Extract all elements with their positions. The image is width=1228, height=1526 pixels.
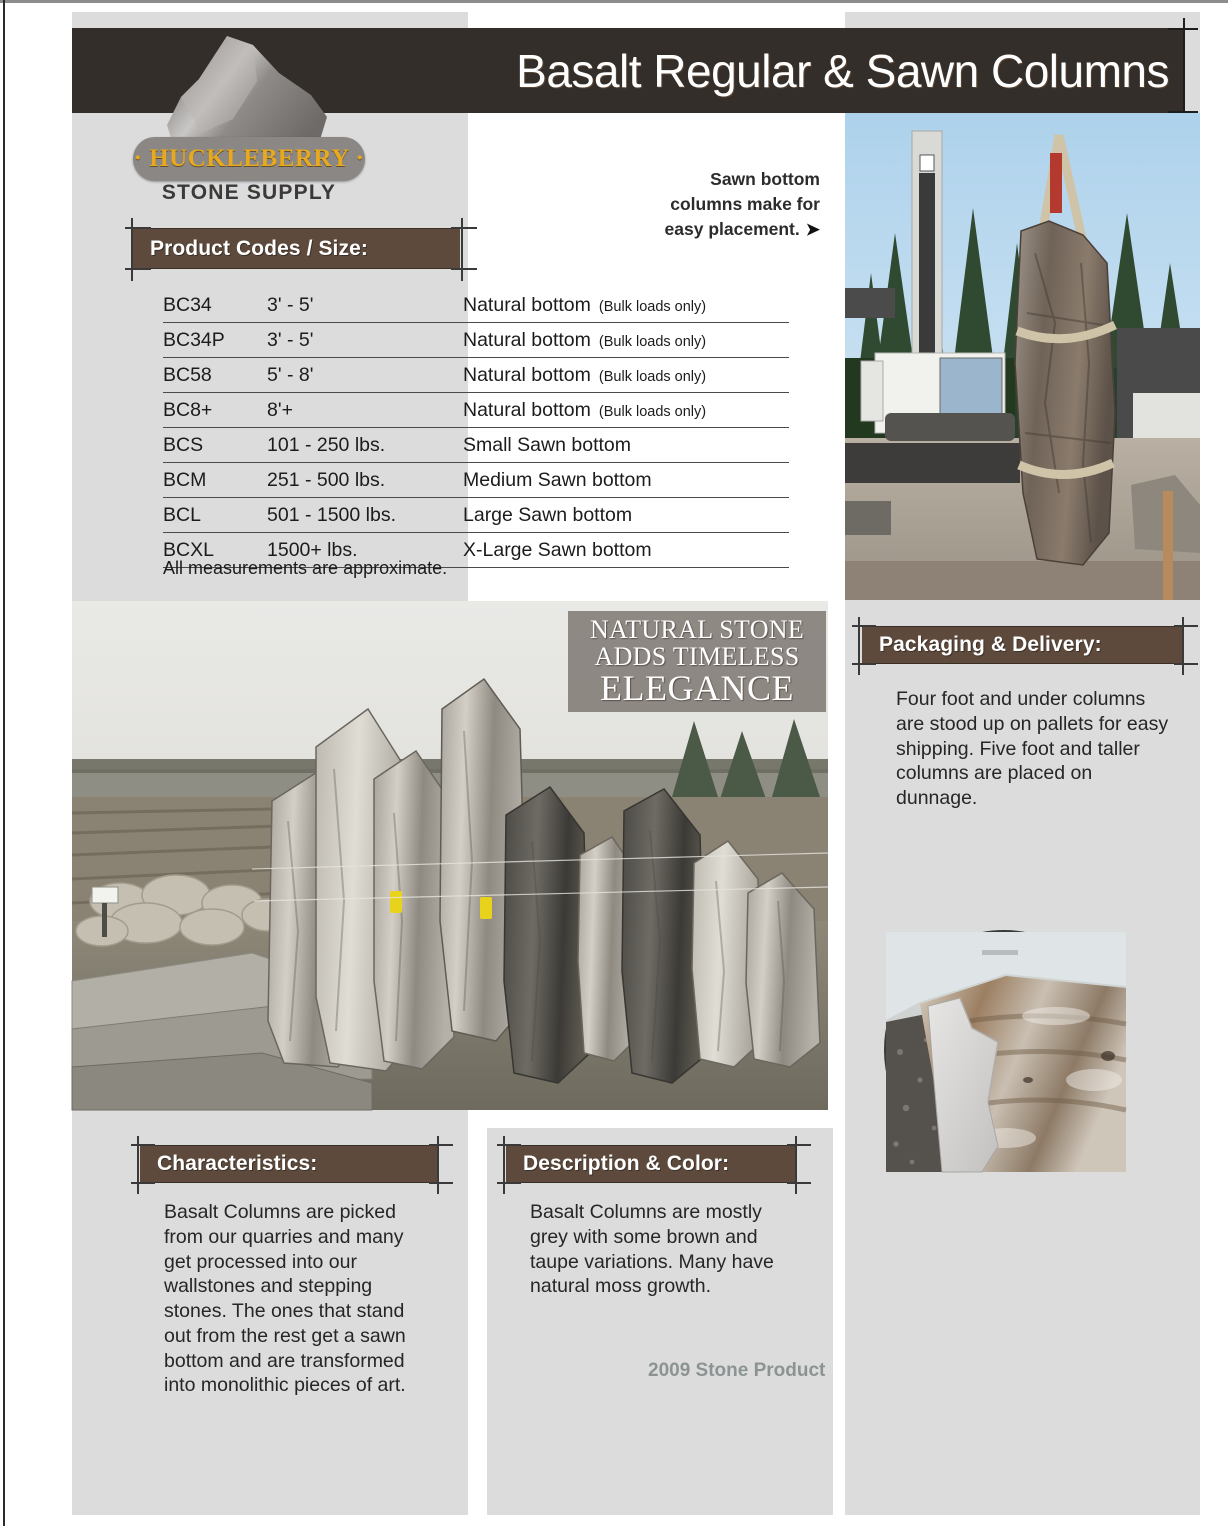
scan-edge-top — [0, 0, 1228, 3]
product-code-cell: BC34 — [163, 288, 267, 323]
table-row — [163, 498, 789, 533]
product-size-cell: 101 - 250 lbs. — [267, 428, 463, 463]
bottom-type-label: X-Large Sawn bottom — [463, 539, 652, 561]
sawn-bottom-callout — [640, 167, 820, 242]
table-row — [163, 428, 789, 463]
product-bottom-type-cell — [463, 533, 789, 568]
banner-line-3: ELEGANCE — [600, 668, 794, 709]
product-code-cell: BCL — [163, 498, 267, 533]
product-size-cell: 3' - 5' — [267, 323, 463, 358]
table-row — [163, 323, 789, 358]
bottom-type-label: Natural bottom — [463, 329, 591, 351]
table-row — [163, 288, 789, 323]
product-size-cell: 1500+ lbs. — [267, 533, 463, 568]
table-row — [163, 358, 789, 393]
sawn-bottom-callout-text: Sawn bottom columns make for easy placement. — [664, 169, 820, 239]
right-triangle-arrow-icon: ➤ — [805, 219, 820, 239]
product-codes-heading: Product Codes / Size: — [133, 228, 460, 269]
logo-wordmark: · HUCKLEBERRY · — [133, 145, 365, 172]
product-size-cell: 8'+ — [267, 393, 463, 428]
characteristics-body-text: Basalt Columns are picked from our quarries and many get processed into our wallstones and stepping stones. The ones that stand out from the rest get a sawn bottom and are transformed into monolithic pieces of art. — [164, 1201, 406, 1397]
natural-stone-banner — [568, 611, 826, 712]
bottom-type-label: Natural bottom — [463, 294, 591, 316]
product-code-cell: BC8+ — [163, 393, 267, 428]
title-crop-mark-vertical — [1183, 18, 1185, 123]
product-bottom-type-cell — [463, 323, 789, 358]
table-row — [163, 393, 789, 428]
measurements-footnote: All measurements are approximate. — [163, 558, 448, 578]
packaging-body-text: Four foot and under columns are stood up on pallets for easy shipping. Five foot and taller columns are placed on dunnage. — [896, 688, 1169, 809]
product-size-cell: 251 - 500 lbs. — [267, 463, 463, 498]
product-code-cell: BCXL — [163, 533, 267, 568]
logo-subtitle: STONE SUPPLY — [161, 181, 337, 204]
description-heading: Description & Color: — [506, 1145, 796, 1183]
product-bottom-type-cell — [463, 358, 789, 393]
page-title: Basalt Regular & Sawn Columns — [516, 44, 1169, 97]
bottom-type-label: Natural bottom — [463, 399, 591, 421]
excavator-lifting-column-photo — [845, 113, 1200, 600]
bottom-type-label: Large Sawn bottom — [463, 504, 633, 526]
scan-edge-left — [3, 0, 5, 1526]
company-logo — [133, 33, 365, 204]
bulk-loads-note: (Bulk loads only) — [598, 334, 707, 350]
product-bottom-type-cell — [463, 498, 789, 533]
product-size-cell: 501 - 1500 lbs. — [267, 498, 463, 533]
clipped-footer-text — [648, 1360, 818, 1369]
middle-column-panel — [487, 1128, 833, 1515]
packaging-heading: Packaging & Delivery: — [862, 626, 1184, 664]
product-bottom-type-cell — [463, 463, 789, 498]
description-body-text: Basalt Columns are mostly grey with some brown and taupe variations. Many have natural moss growth. — [530, 1201, 774, 1298]
product-code-cell: BC58 — [163, 358, 267, 393]
characteristics-heading: Characteristics: — [140, 1145, 438, 1183]
product-code-cell: BCS — [163, 428, 267, 463]
bottom-type-label: Natural bottom — [463, 364, 591, 386]
product-code-cell: BC34P — [163, 323, 267, 358]
product-bottom-type-cell — [463, 428, 789, 463]
banner-line-2: ADDS TIMELESS — [594, 642, 800, 672]
bulk-loads-note: (Bulk loads only) — [598, 369, 707, 385]
product-size-cell: 5' - 8' — [267, 358, 463, 393]
bottom-type-label: Medium Sawn bottom — [463, 469, 652, 491]
product-code-cell: BCM — [163, 463, 267, 498]
product-bottom-type-cell — [463, 393, 789, 428]
product-size-cell: 3' - 5' — [267, 288, 463, 323]
product-bottom-type-cell — [463, 288, 789, 323]
title-crop-mark-top — [1168, 28, 1198, 30]
sawn-column-closeup-photo — [884, 930, 1124, 1170]
bulk-loads-note: (Bulk loads only) — [598, 299, 707, 315]
table-row — [163, 463, 789, 498]
product-codes-table — [163, 288, 789, 568]
bottom-type-label: Small Sawn bottom — [463, 434, 631, 456]
bulk-loads-note: (Bulk loads only) — [598, 404, 707, 420]
banner-line-1: NATURAL STONE — [589, 615, 805, 644]
